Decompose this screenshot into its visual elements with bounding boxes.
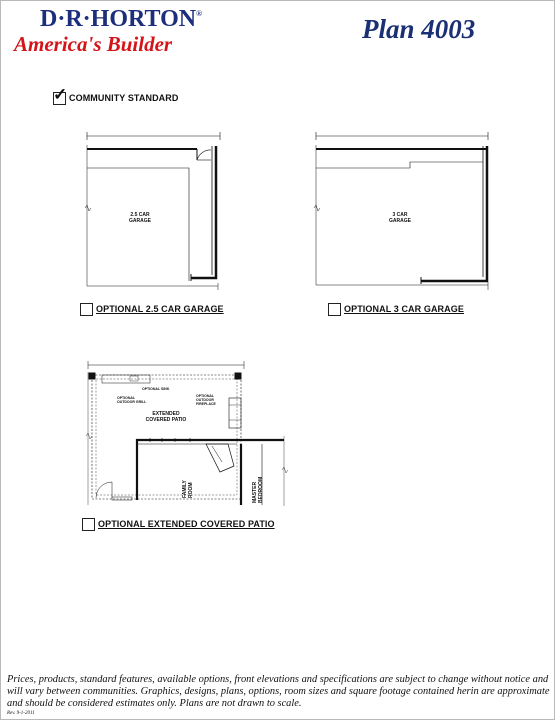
optional-grill-label: OPTIONAL OUTDOOR GRILL	[117, 396, 147, 404]
garage-25-label: 2.5 CAR GARAGE	[129, 212, 151, 224]
checkmark-icon: ✓	[53, 85, 68, 104]
checkbox-unchecked[interactable]	[82, 518, 95, 531]
garage-25-option-label: OPTIONAL 2.5 CAR GARAGE	[96, 303, 224, 314]
covered-patio-option-label: OPTIONAL EXTENDED COVERED PATIO	[98, 518, 275, 529]
covered-patio-option[interactable]	[82, 518, 275, 531]
optional-fireplace-label: OPTIONAL OUTDOOR FIREPLACE	[196, 394, 216, 406]
optional-sink-label: OPTIONAL SINK	[142, 387, 170, 391]
garage-3-label: 3 CAR GARAGE	[389, 212, 411, 224]
disclaimer-text: Prices, products, standard features, available options, front elevations and specifications are subject to change without notice and will vary between communities. Graphics, designs, plans, options, room sizes and square footage contained herin are approximate and should be considered estimates only. Plans are not drawn to scale.	[7, 674, 550, 709]
family-room-label: FAMILY ROOM	[182, 480, 194, 498]
community-standard-label: COMMUNITY STANDARD	[69, 92, 179, 103]
extended-patio-label: EXTENDED COVERED PATIO	[145, 411, 187, 423]
master-bedroom-label: MASTER BEDROOM	[252, 476, 264, 503]
plan-title: Plan 4003	[362, 14, 476, 44]
garage-3-option-label: OPTIONAL 3 CAR GARAGE	[344, 303, 464, 314]
brand-name: D·R·HORTON	[40, 6, 197, 32]
registered-mark: ®	[196, 9, 203, 18]
brand-tagline: America's Builder	[14, 32, 173, 56]
revision-date: Rev. 9-1-2011	[7, 711, 35, 716]
